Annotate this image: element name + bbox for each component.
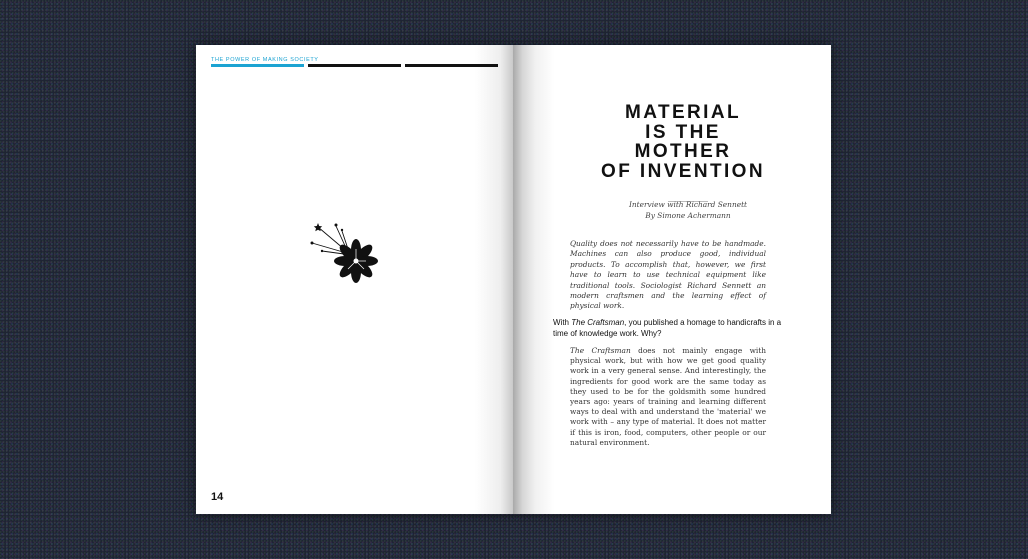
question-prefix: With — [553, 318, 572, 327]
answer-book-title: The Craftsman — [570, 346, 631, 355]
question-text: , you published a homage to handicrafts in a time of knowledge work. Why? — [553, 318, 782, 338]
running-head: THE POWER OF MAKING SOCIETY — [211, 57, 319, 63]
left-page — [196, 45, 513, 514]
byline — [598, 199, 778, 221]
title-line: MOTHER — [634, 141, 732, 162]
answer-text: does not mainly engage with physical work, but with how we get good quality work in a very general sense. And interestingly, the ingredients for good work are the same today as they used to be for the goldsmith some hundred years ago: years of training and learning different ways to deal with and understand the 'material' we work with – any type of material. It does not matter if this is iron, food, computers, other people or our natural environment. — [570, 346, 766, 447]
interview-question — [553, 317, 783, 339]
article-title — [573, 103, 793, 181]
byline-interview: Interview with Richard Sennett — [628, 200, 748, 209]
byline-author: By Simone Achermann — [645, 211, 731, 220]
section-bar — [308, 64, 401, 67]
title-line: IS THE — [645, 121, 721, 143]
right-page — [513, 45, 831, 514]
interview-answer — [570, 346, 766, 448]
floral-star-burst-icon — [308, 219, 388, 285]
section-bar-active — [211, 64, 304, 67]
magazine-spread — [196, 45, 831, 514]
title-line: MATERIAL — [625, 102, 741, 123]
section-bar — [405, 64, 498, 67]
title-line: OF INVENTION — [601, 160, 765, 182]
page-number: 14 — [211, 491, 224, 503]
intro-paragraph: Quality does not necessarily have to be handmade. Machines can also produce good, individual products. To accomplish that, however, we first have to learn to use technical equipment like traditional tools. Sociologist Richard Sennett an modern craftsmen and the learning effect of physical work. — [570, 239, 766, 311]
question-book-title: The Craftsman — [571, 318, 625, 327]
